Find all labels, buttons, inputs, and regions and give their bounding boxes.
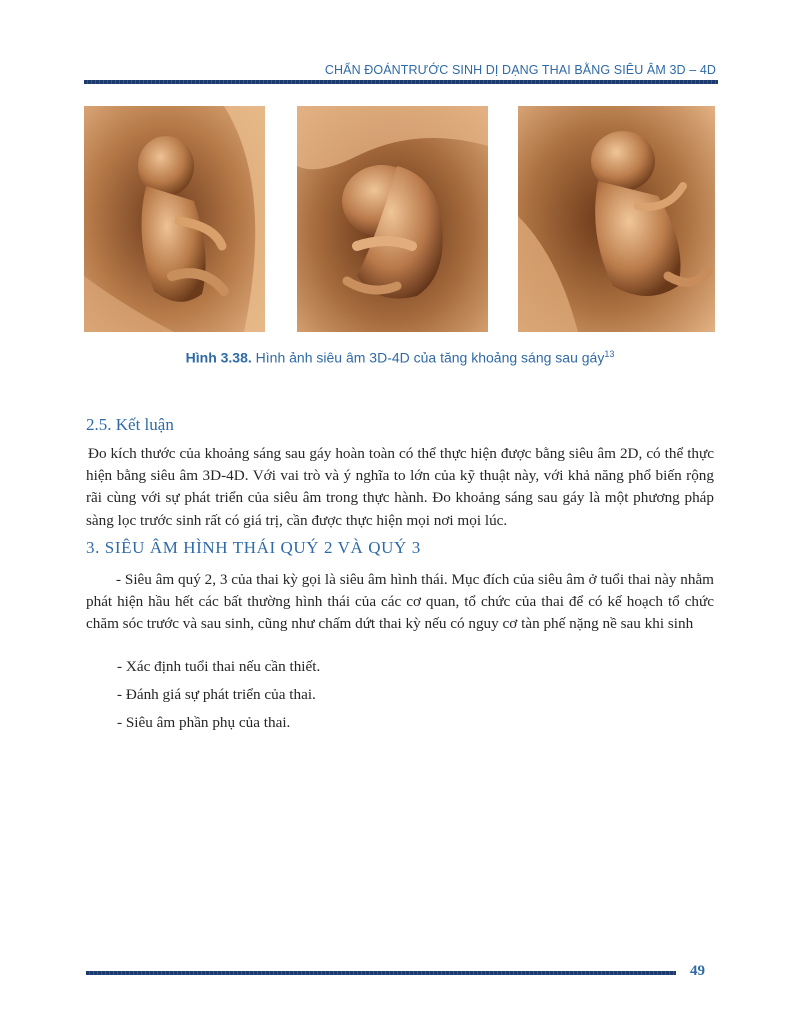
- section-heading-3: 3. SIÊU ÂM HÌNH THÁI QUÝ 2 VÀ QUÝ 3: [86, 538, 421, 557]
- list-item: - Xác định tuổi thai nếu cần thiết.: [117, 658, 321, 675]
- figure-caption: [0, 349, 800, 366]
- list-item: - Đánh giá sự phát triển của thai.: [117, 686, 316, 703]
- ultrasound-image-2: [297, 106, 488, 332]
- section-3-paragraph: - Siêu âm quý 2, 3 của thai kỳ gọi là siêu âm hình thái. Mục đích của siêu âm ở tuổi thai này nhằm phát hiện hầu hết các bất thường hình thái của các cơ quan, tổ chức của thai để có kế hoạch tổ chức chăm sóc trước và sau sinh, cũng như chấm dứt thai kỳ nếu có nguy cơ tàn phế nặng nề sau khi sinh: [86, 571, 714, 633]
- figure-reference: 13: [604, 349, 615, 359]
- ultrasound-image-3: [518, 106, 715, 332]
- figure-caption-text: Hình ảnh siêu âm 3D-4D của tăng khoảng sáng sau gáy: [251, 349, 605, 366]
- ultrasound-image-1: [84, 106, 265, 332]
- figure-label: Hình 3.38.: [185, 349, 252, 366]
- header-divider: [84, 80, 718, 84]
- list-item: - Siêu âm phần phụ của thai.: [117, 714, 291, 731]
- page-number: 49: [690, 963, 705, 979]
- section-heading-2-5: 2.5. Kết luận: [86, 415, 174, 434]
- section-2-5-paragraph: Đo kích thước của khoảng sáng sau gáy hoàn toàn có thể thực hiện được bằng siêu âm 2D, có thể thực hiện bằng siêu âm 3D-4D. Với vai trò và ý nghĩa to lớn của kỹ thuật này, với khả năng phổ biến rộng rãi cùng với sự phát triển của siêu âm trong thực hành. Đo khoảng sáng sau gáy là một phương pháp sàng lọc trước sinh rất có giá trị, cần được thực hiện mọi nơi mọi lúc.: [86, 445, 714, 529]
- running-header: CHẨN ĐOÁNTRƯỚC SINH DỊ DẠNG THAI BẰNG SIÊU ÂM 3D – 4D: [324, 63, 716, 77]
- figure-image-row: [0, 106, 800, 336]
- footer-divider: [86, 971, 676, 975]
